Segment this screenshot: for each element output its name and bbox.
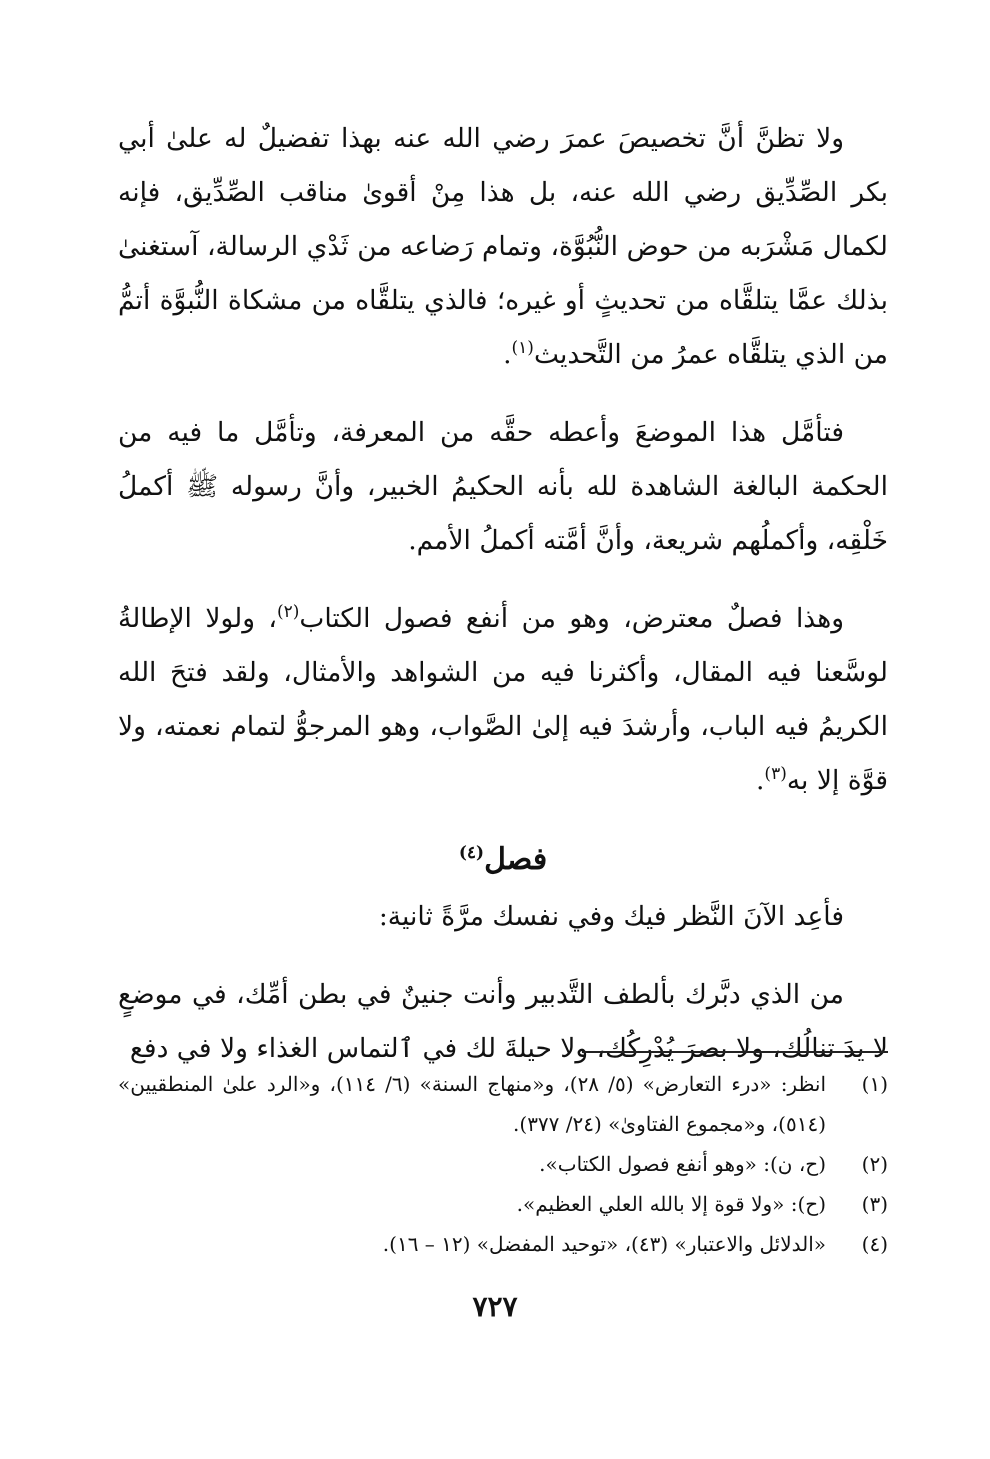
paragraph-3-end: . xyxy=(755,765,765,796)
footnote-ref-4: (٤) xyxy=(458,843,485,863)
footnote-1 xyxy=(118,1064,888,1144)
footnote-2 xyxy=(118,1144,888,1184)
footnote-text: «الدلائل والاعتبار» (٤٣)، «توحيد المفضل» (١٢ – ١٦). xyxy=(382,1232,826,1256)
footnote-number: (٤) xyxy=(861,1232,888,1256)
paragraph-5: من الذي دبَّرك بألطف التَّدبير وأنت جنينٌ في بطن أمِّك، في موضعٍ لا يدَ تنالُك، ولا بصرَ يُدْرِكُك، ولا حيلةَ لك في ٱلتماس الغذاء ولا في دفع xyxy=(118,979,888,1064)
paragraph-4: فأعِد الآنَ النَّظر فيك وفي نفسك مرَّةً ثانية: xyxy=(378,901,844,932)
paragraph-3 xyxy=(118,592,888,808)
footnote-text: (ح، ن): «وهو أنفع فصول الكتاب». xyxy=(539,1152,826,1176)
main-text xyxy=(118,112,888,1076)
paragraph-1 xyxy=(118,112,888,382)
page-number: ٧٢٧ xyxy=(472,1290,518,1323)
footnote-number: (٣) xyxy=(861,1192,888,1216)
section-heading-text: فصل xyxy=(484,842,548,877)
paragraph-3-text-b: ، ولولا الإطالةُ لوسَّعنا فيه المقال، وأكثرنا فيه من الشواهد والأمثال، ولقد فتحَ الله الكريمُ فيه الباب، وأرشدَ فيه إلىٰ الصَّواب، وهو المرجوُّ لتمام نعمته، ولا قوَّة إلا به xyxy=(118,603,888,796)
paragraph-1-text: ولا تظنَّ أنَّ تخصيصَ عمرَ رضي الله عنه بهذا تفضيلٌ له علىٰ أبي بكر الصِّدِّيق رضي الله عنه، بل هذا مِنْ أقوىٰ مناقب الصِّدِّيق، فإنه لكمال مَشْرَبه من حوض النُّبُوَّة، وتمام رَضاعه من ثَدْي الرسالة، آستغنىٰ بذلك عمَّا يتلقَّاه من تحديثٍ أو غيره؛ فالذي يتلقَّاه من مشكاة النُّبوَّة أتمُّ من الذي يتلقَّاه عمرُ من التَّحديث xyxy=(118,123,888,370)
footnote-4 xyxy=(118,1224,888,1264)
footnotes xyxy=(118,1064,888,1264)
footnote-3 xyxy=(118,1184,888,1224)
footnote-number: (١) xyxy=(861,1072,888,1096)
footnote-divider xyxy=(582,1051,888,1053)
footnote-number: (٢) xyxy=(861,1152,888,1176)
paragraph-2: فتأمَّل هذا الموضعَ وأعطه حقَّه من المعرفة، وتأمَّل ما فيه من الحكمة البالغة الشاهدة لله بأنه الحكيمُ الخبير، وأنَّ رسوله ﷺ أكملُ خَلْقِه، وأكملُهم شريعة، وأنَّ أمَّته أكملُ الأمم. xyxy=(118,417,888,556)
paragraph-1-end: . xyxy=(503,339,512,370)
footnote-ref-1: (١) xyxy=(511,338,534,359)
paragraph-3-text-a: وهذا فصلٌ معترض، وهو من أنفع فصول الكتاب xyxy=(299,603,844,634)
footnote-ref-3: (٣) xyxy=(764,764,787,785)
footnote-text: (ح): «ولا قوة إلا بالله العلي العظيم». xyxy=(516,1192,826,1216)
section-heading xyxy=(118,830,888,890)
footnote-ref-2: (٢) xyxy=(276,602,300,623)
footnote-text: انظر: «درء التعارض» (٥/ ٢٨)، و«منهاج السنة» (٦/ ١١٤)، و«الرد علىٰ المنطقيين» (٥١٤)، و«مجموع الفتاوىٰ» (٢٤/ ٣٧٧). xyxy=(118,1072,826,1136)
